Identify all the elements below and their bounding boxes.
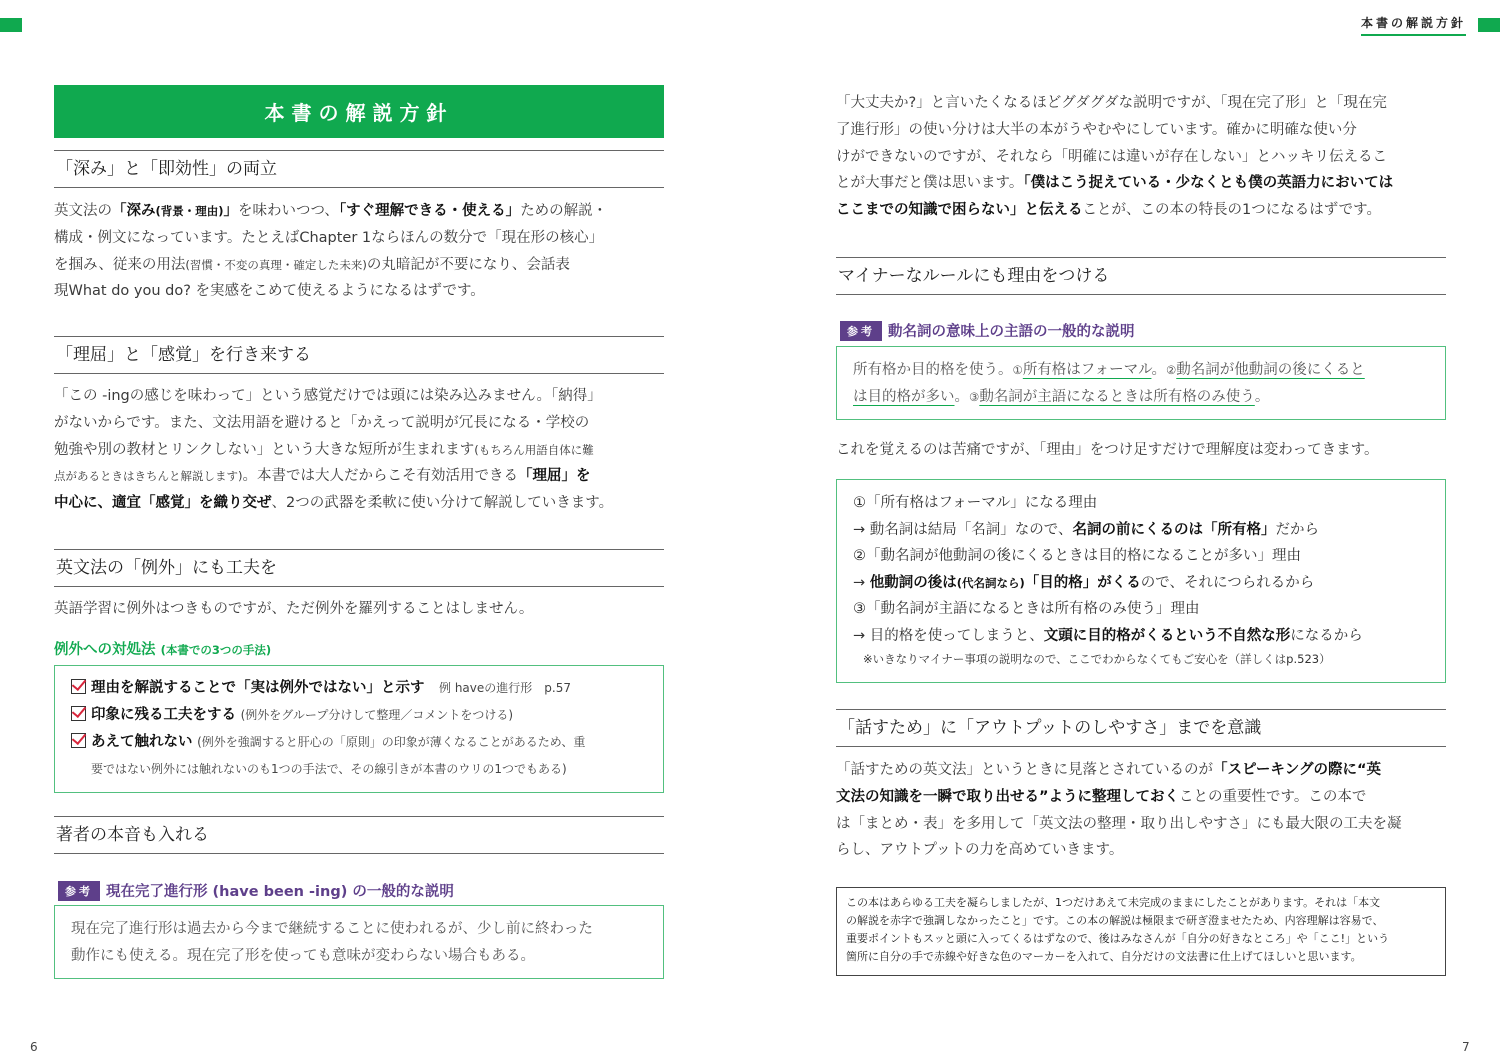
page-number-left: 6 [30, 1040, 38, 1054]
reference-tag: 参考 [840, 321, 882, 341]
paragraph-honest-opinion: 「大丈夫か?」と言いたくなるほどグダグダな説明ですが、「現在完了形」と「現在完 了進行形」の使い分けは大半の本がうやむやにしています。確かに明確な使い分 けができないのですが、それなら「明確には違いが存在しない」とハッキリ伝えるこ とが大事だと僕は思います。「僕はこう捉えている・少なくとも僕の英語力においては ここまでの知識で困らない」と伝えることが、この本の特長の1つになるはずです。 [836, 95, 1394, 219]
section-body-depth: 英文法の「深み(背景・理由)」を味わいつつ、「すぐ理解できる・使える」ための解説・ 構成・例文になっています。たとえばChapter 1ならほんの数分で「現在形の核心」 を掴み、従来の用法(習慣・不変の真理・確定した未来)の丸暗記が不要になり、会話表 現What do you do? を実感をこめて使えるようになるはずです。 [54, 203, 608, 300]
running-head: 本書の解説方針 [1361, 14, 1466, 36]
page-number-right: 7 [1462, 1040, 1470, 1054]
method-item-2: 印象に残る工夫をする (例外をグループ分けして整理／コメントをつける) [71, 702, 663, 729]
closing-note-box: この本はあらゆる工夫を凝らしましたが、1つだけあえて未完成のままにしたことがあります。それは「本文 の解説を赤字で強調しなかったこと」です。この本の解説は極限まで研ぎ澄ませたため、内容理解は容易で、 重要ポイントもスッと頭に入ってくるはずなので、後はみなさんが「自分の好きなところ」や「ここ!」という 箇所に自分の手で赤線や好きな色のマーカーを入れて、自分だけの文法書に仕上げてほしいと思います。 [836, 887, 1446, 976]
reasons-box [836, 479, 1446, 683]
reason-1-title: ①「所有格はフォーマル」になる理由 [853, 495, 1098, 511]
section-heading-depth: 「深み」と「即効性」の両立 [54, 150, 664, 188]
reference-heading-perfect-progressive: 参考 現在完了進行形 (have been -ing) の一般的な説明 [58, 880, 454, 901]
exceptions-subheading: 例外への対処法 (本書での3つの手法) [54, 642, 272, 658]
checkbox-checked-icon [71, 706, 86, 721]
exceptions-method-box: 理由を解説することで「実は例外ではない」と示す 例 haveの進行形 p.57 印象に残る工夫をする (例外をグループ分けして整理／コメントをつける) あえて触れない (例外を強調すると肝心の「原則」の印象が薄くなることがあるため、重 要ではない例外には触れないのも1つの手法で、その線引きが本書のウリの1つでもある) [54, 665, 664, 793]
reason-3-explanation: → 目的格を使ってしまうと、文頭に目的格がくるという不自然な形になるから [853, 627, 1363, 644]
section-heading-author-voice: 著者の本音も入れる [54, 816, 664, 854]
reasons-note: ※いきなりマイナー事項の説明なので、ここでわからなくてもご安心を（詳しくはp.523） [863, 652, 1331, 666]
page-edge-tab-left [0, 18, 22, 32]
checkbox-checked-icon [71, 733, 86, 748]
section-body-exceptions: 英語学習に例外はつきものですが、ただ例外を羅列することはしません。 [54, 601, 534, 617]
section-body-logic-feeling: 「この -ingの感じを味わって」という感覚だけでは頭には染み込みません。「納得」 がないからです。また、文法用語を避けると「かえって説明が冗長になる・学校の 勉強や別の教材とリンクしない」という大きな短所が生まれます(もちろん用語自体に難 点があるときはきちんと解説します)。本書では大人だからこそ有効活用できる「理屈」を 中心に、適宜「感覚」を織り交ぜ、2つの武器を柔軟に使い分けて解説していきます。 [54, 388, 614, 512]
method-item-3: あえて触れない (例外を強調すると肝心の「原則」の印象が薄くなることがあるため、重 [71, 729, 663, 756]
reference-box-gerund-subject: 所有格か目的格を使う。①所有格はフォーマル。②動名詞が他動詞の後にくると は目的格が多い。③動名詞が主語になるときは所有格のみ使う。 [836, 346, 1446, 420]
method-item-1: 理由を解説することで「実は例外ではない」と示す 例 haveの進行形 p.57 [71, 675, 663, 702]
section-heading-output: 「話すため」に「アウトプットのしやすさ」までを意識 [836, 709, 1446, 747]
reference-box-perfect-progressive: 現在完了進行形は過去から今まで継続することに使われるが、少し前に終わった 動作にも使える。現在完了形を使っても意味が変わらない場合もある。 [54, 905, 664, 979]
checkbox-checked-icon [71, 679, 86, 694]
reason-3-title: ③「動名詞が主語になるときは所有格のみ使う」理由 [853, 601, 1200, 617]
section-heading-logic-feeling: 「理屈」と「感覚」を行き来する [54, 336, 664, 374]
reference-tag: 参考 [58, 881, 100, 901]
reason-2-title: ②「動名詞が他動詞の後にくるときは目的格になることが多い」理由 [853, 548, 1301, 564]
reason-1-explanation: → 動名詞は結局「名詞」なので、名詞の前にくるのは「所有格」だから [853, 521, 1319, 538]
page-edge-tab-right [1478, 18, 1500, 32]
section-heading-minor-rules: マイナーなルールにも理由をつける [836, 257, 1446, 295]
paragraph-reasons-intro: これを覚えるのは苦痛ですが、「理由」をつけ足すだけで理解度は変わってきます。 [836, 442, 1379, 458]
section-heading-exceptions: 英文法の「例外」にも工夫を [54, 549, 664, 587]
reason-2-explanation: → 他動詞の後は(代名詞なら)「目的格」がくるので、それにつられるから [853, 574, 1315, 591]
reference-heading-gerund-subject: 参考 動名詞の意味上の主語の一般的な説明 [840, 320, 1135, 341]
page-title: 本書の解説方針 [54, 85, 664, 138]
section-body-output: 「話すための英文法」というときに見落とされているのが「スピーキングの際に“英 文法の知識を一瞬で取り出せる”ように整理しておくことの重要性です。この本で は「まとめ・表」を多用して「英文法の整理・取り出しやすさ」にも最大限の工夫を凝 らし、アウトプットの力を高めていきます。 [836, 762, 1402, 859]
